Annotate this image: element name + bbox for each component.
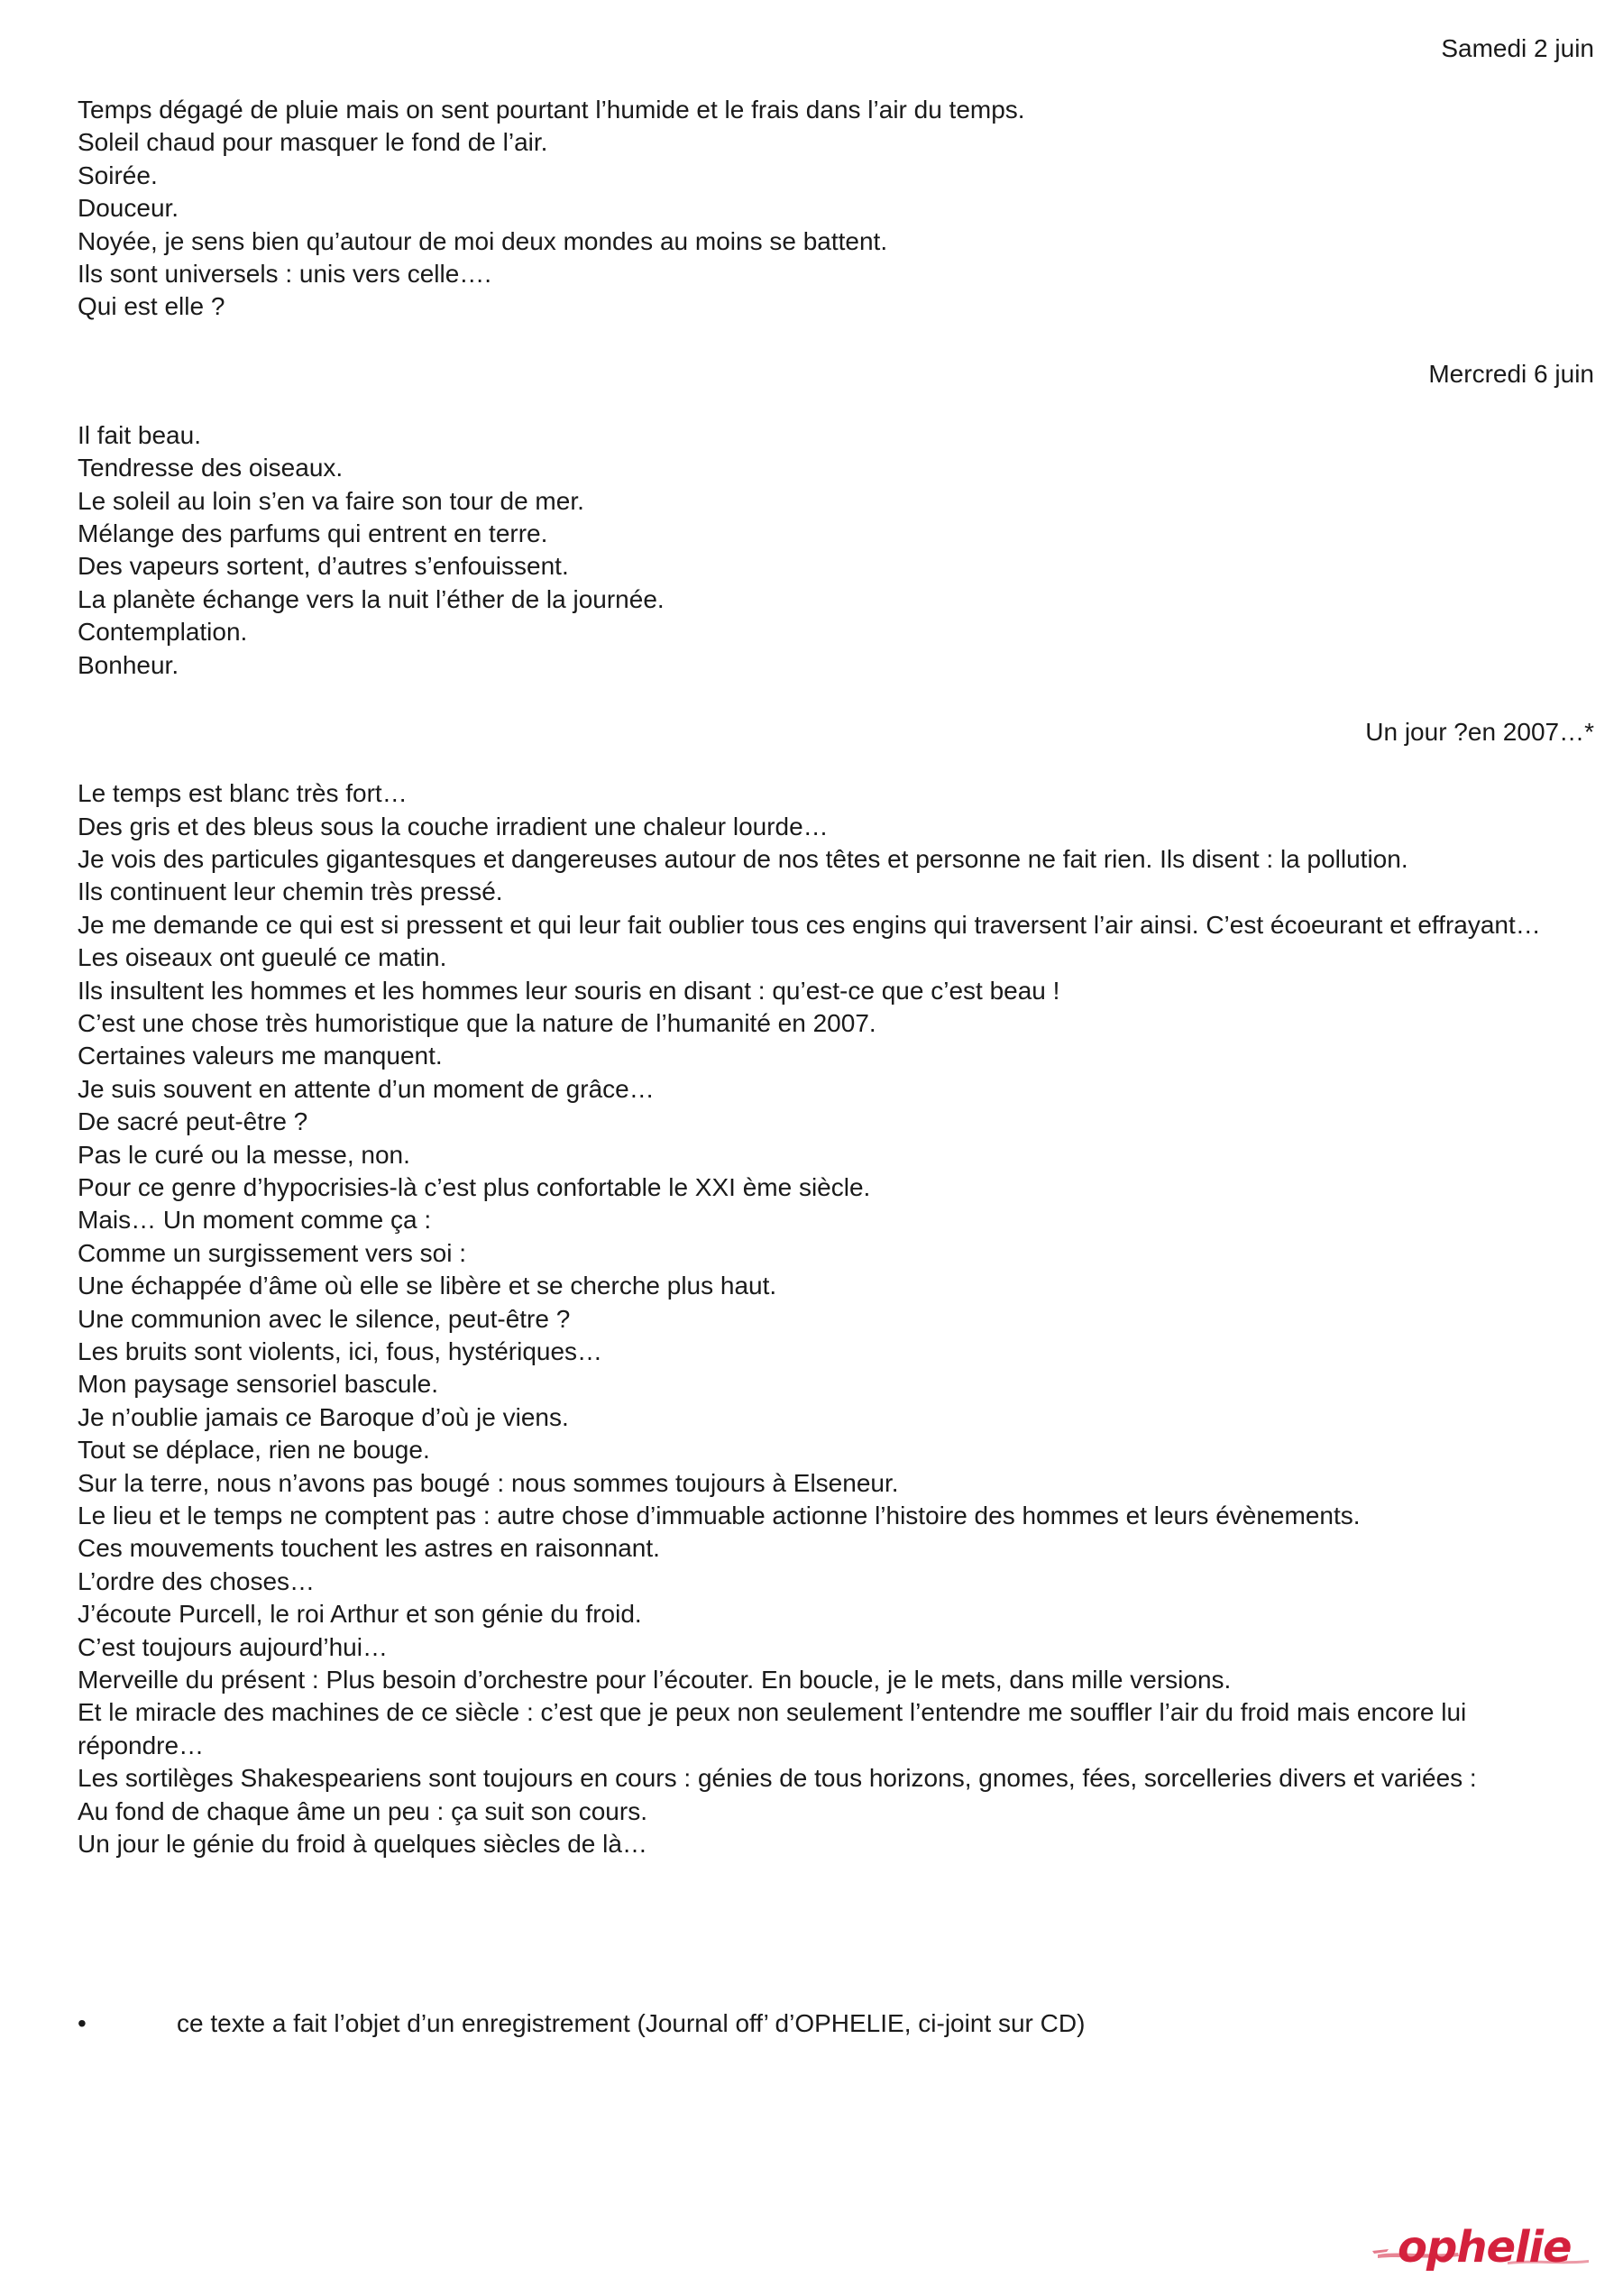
footnote-text: ce texte a fait l’objet d’un enregistrement (Journal off’ d’OPHELIE, ci-joint sur CD)	[177, 2009, 1086, 2037]
entry-line: Et le miracle des machines de ce siècle : c’est que je peux non seulement l’entendre me souffler l’air du froid mais encore lui répondre…	[78, 1698, 1467, 1759]
entry-line: Le temps est blanc très fort…	[78, 779, 408, 808]
entry-line: Je me demande ce qui est si pressent et qui leur fait oublier tous ces engins qui traversent l’air ainsi. C’est écoeurant et effrayant…	[78, 910, 1541, 939]
entry-line: Une communion avec le silence, peut-être ?	[78, 1304, 571, 1333]
entry-body	[78, 94, 1594, 324]
entry-line: Il fait beau.	[78, 420, 201, 449]
entry-line: Je suis souvent en attente d’un moment de grâce…	[78, 1074, 655, 1103]
entry-line: Les bruits sont violents, ici, fous, hystériques…	[78, 1337, 603, 1365]
entry-line: Tendresse des oiseaux.	[78, 454, 344, 482]
entry-line: Mon paysage sensoriel bascule.	[78, 1370, 439, 1399]
entry-line: Contemplation.	[78, 618, 248, 647]
entry-line: J’écoute Purcell, le roi Arthur et son génie du froid.	[78, 1600, 642, 1629]
entry-line: Ils sont universels : unis vers celle….	[78, 260, 492, 289]
entry-line: Le soleil au loin s’en va faire son tour de mer.	[78, 486, 584, 515]
entry-body	[78, 419, 1594, 682]
entry-line: Je n’oublie jamais ce Baroque d’où je viens.	[78, 1402, 569, 1431]
entry-line: Les oiseaux ont gueulé ce matin.	[78, 943, 447, 972]
entry-line: Qui est elle ?	[78, 292, 225, 321]
entry-line: Douceur.	[78, 194, 179, 223]
entry-line: Les sortilèges Shakespeariens sont toujours en cours : génies de tous horizons, gnomes, fées, sorcelleries divers et variées :	[78, 1764, 1477, 1793]
journal-page	[78, 29, 1594, 1861]
entry-line: Pas le curé ou la messe, non.	[78, 1140, 410, 1169]
entry-line: Je vois des particules gigantesques et dangereuses autour de nos têtes et personne ne fait rien. Ils disent : la pollution.	[78, 844, 1408, 873]
entry-line: Certaines valeurs me manquent.	[78, 1042, 443, 1070]
entry-line: Des vapeurs sortent, d’autres s’enfouissent.	[78, 552, 569, 581]
entry-line: Ces mouvements touchent les astres en raisonnant.	[78, 1534, 660, 1563]
entry-line: Merveille du présent : Plus besoin d’orchestre pour l’écouter. En boucle, je le mets, dans mille versions.	[78, 1666, 1232, 1694]
entry-line: Mais… Un moment comme ça :	[78, 1206, 432, 1235]
journal-entry-2	[78, 354, 1594, 712]
entry-body	[78, 777, 1594, 1860]
footnote	[78, 2007, 1594, 2040]
entry-date: Samedi 2 juin	[1441, 34, 1594, 62]
entry-line: Le lieu et le temps ne comptent pas : autre chose d’immuable actionne l’histoire des hommes et leurs évènements.	[78, 1502, 1361, 1530]
logo-wordmark: ophelie	[1398, 2222, 1572, 2273]
ophelie-logo	[1372, 2215, 1598, 2278]
entry-line: Comme un surgissement vers soi :	[78, 1238, 467, 1267]
entry-line: C’est une chose très humoristique que la nature de l’humanité en 2007.	[78, 1008, 876, 1037]
entry-line: Mélange des parfums qui entrent en terre.	[78, 519, 548, 548]
entry-line: Ils insultent les hommes et les hommes leur souris en disant : qu’est-ce que c’est beau !	[78, 976, 1060, 1005]
entry-line: Soleil chaud pour masquer le fond de l’air.	[78, 128, 548, 157]
entry-line: Temps dégagé de pluie mais on sent pourtant l’humide et le frais dans l’air du temps.	[78, 96, 1025, 124]
footnote-bullet: •	[78, 2009, 87, 2037]
entry-line: L’ordre des choses…	[78, 1566, 316, 1595]
entry-line: Bonheur.	[78, 650, 179, 679]
journal-entry-3	[78, 712, 1594, 1860]
entry-line: Au fond de chaque âme un peu : ça suit son cours.	[78, 1796, 647, 1825]
entry-line: Sur la terre, nous n’avons pas bougé : nous sommes toujours à Elseneur.	[78, 1468, 899, 1497]
entry-date: Un jour ?en 2007…*	[1365, 718, 1594, 747]
journal-entry-1	[78, 29, 1594, 354]
entry-line: Tout se déplace, rien ne bouge.	[78, 1436, 430, 1465]
entry-line: Ils continuent leur chemin très pressé.	[78, 877, 503, 906]
entry-line: Soirée.	[78, 161, 158, 189]
entry-line: Noyée, je sens bien qu’autour de moi deux mondes au moins se battent.	[78, 226, 888, 255]
entry-line: Un jour le génie du froid à quelques siècles de là…	[78, 1830, 647, 1859]
entry-line: La planète échange vers la nuit l’éther de la journée.	[78, 584, 665, 613]
entry-line: C’est toujours aujourd’hui…	[78, 1632, 388, 1661]
entry-line: De sacré peut-être ?	[78, 1107, 308, 1136]
entry-line: Des gris et des bleus sous la couche irradient une chaleur lourde…	[78, 812, 829, 840]
entry-line: Une échappée d’âme où elle se libère et se cherche plus haut.	[78, 1272, 777, 1300]
entry-line: Pour ce genre d’hypocrisies-là c’est plus confortable le XXI ème siècle.	[78, 1172, 871, 1201]
entry-date: Mercredi 6 juin	[1428, 359, 1594, 388]
